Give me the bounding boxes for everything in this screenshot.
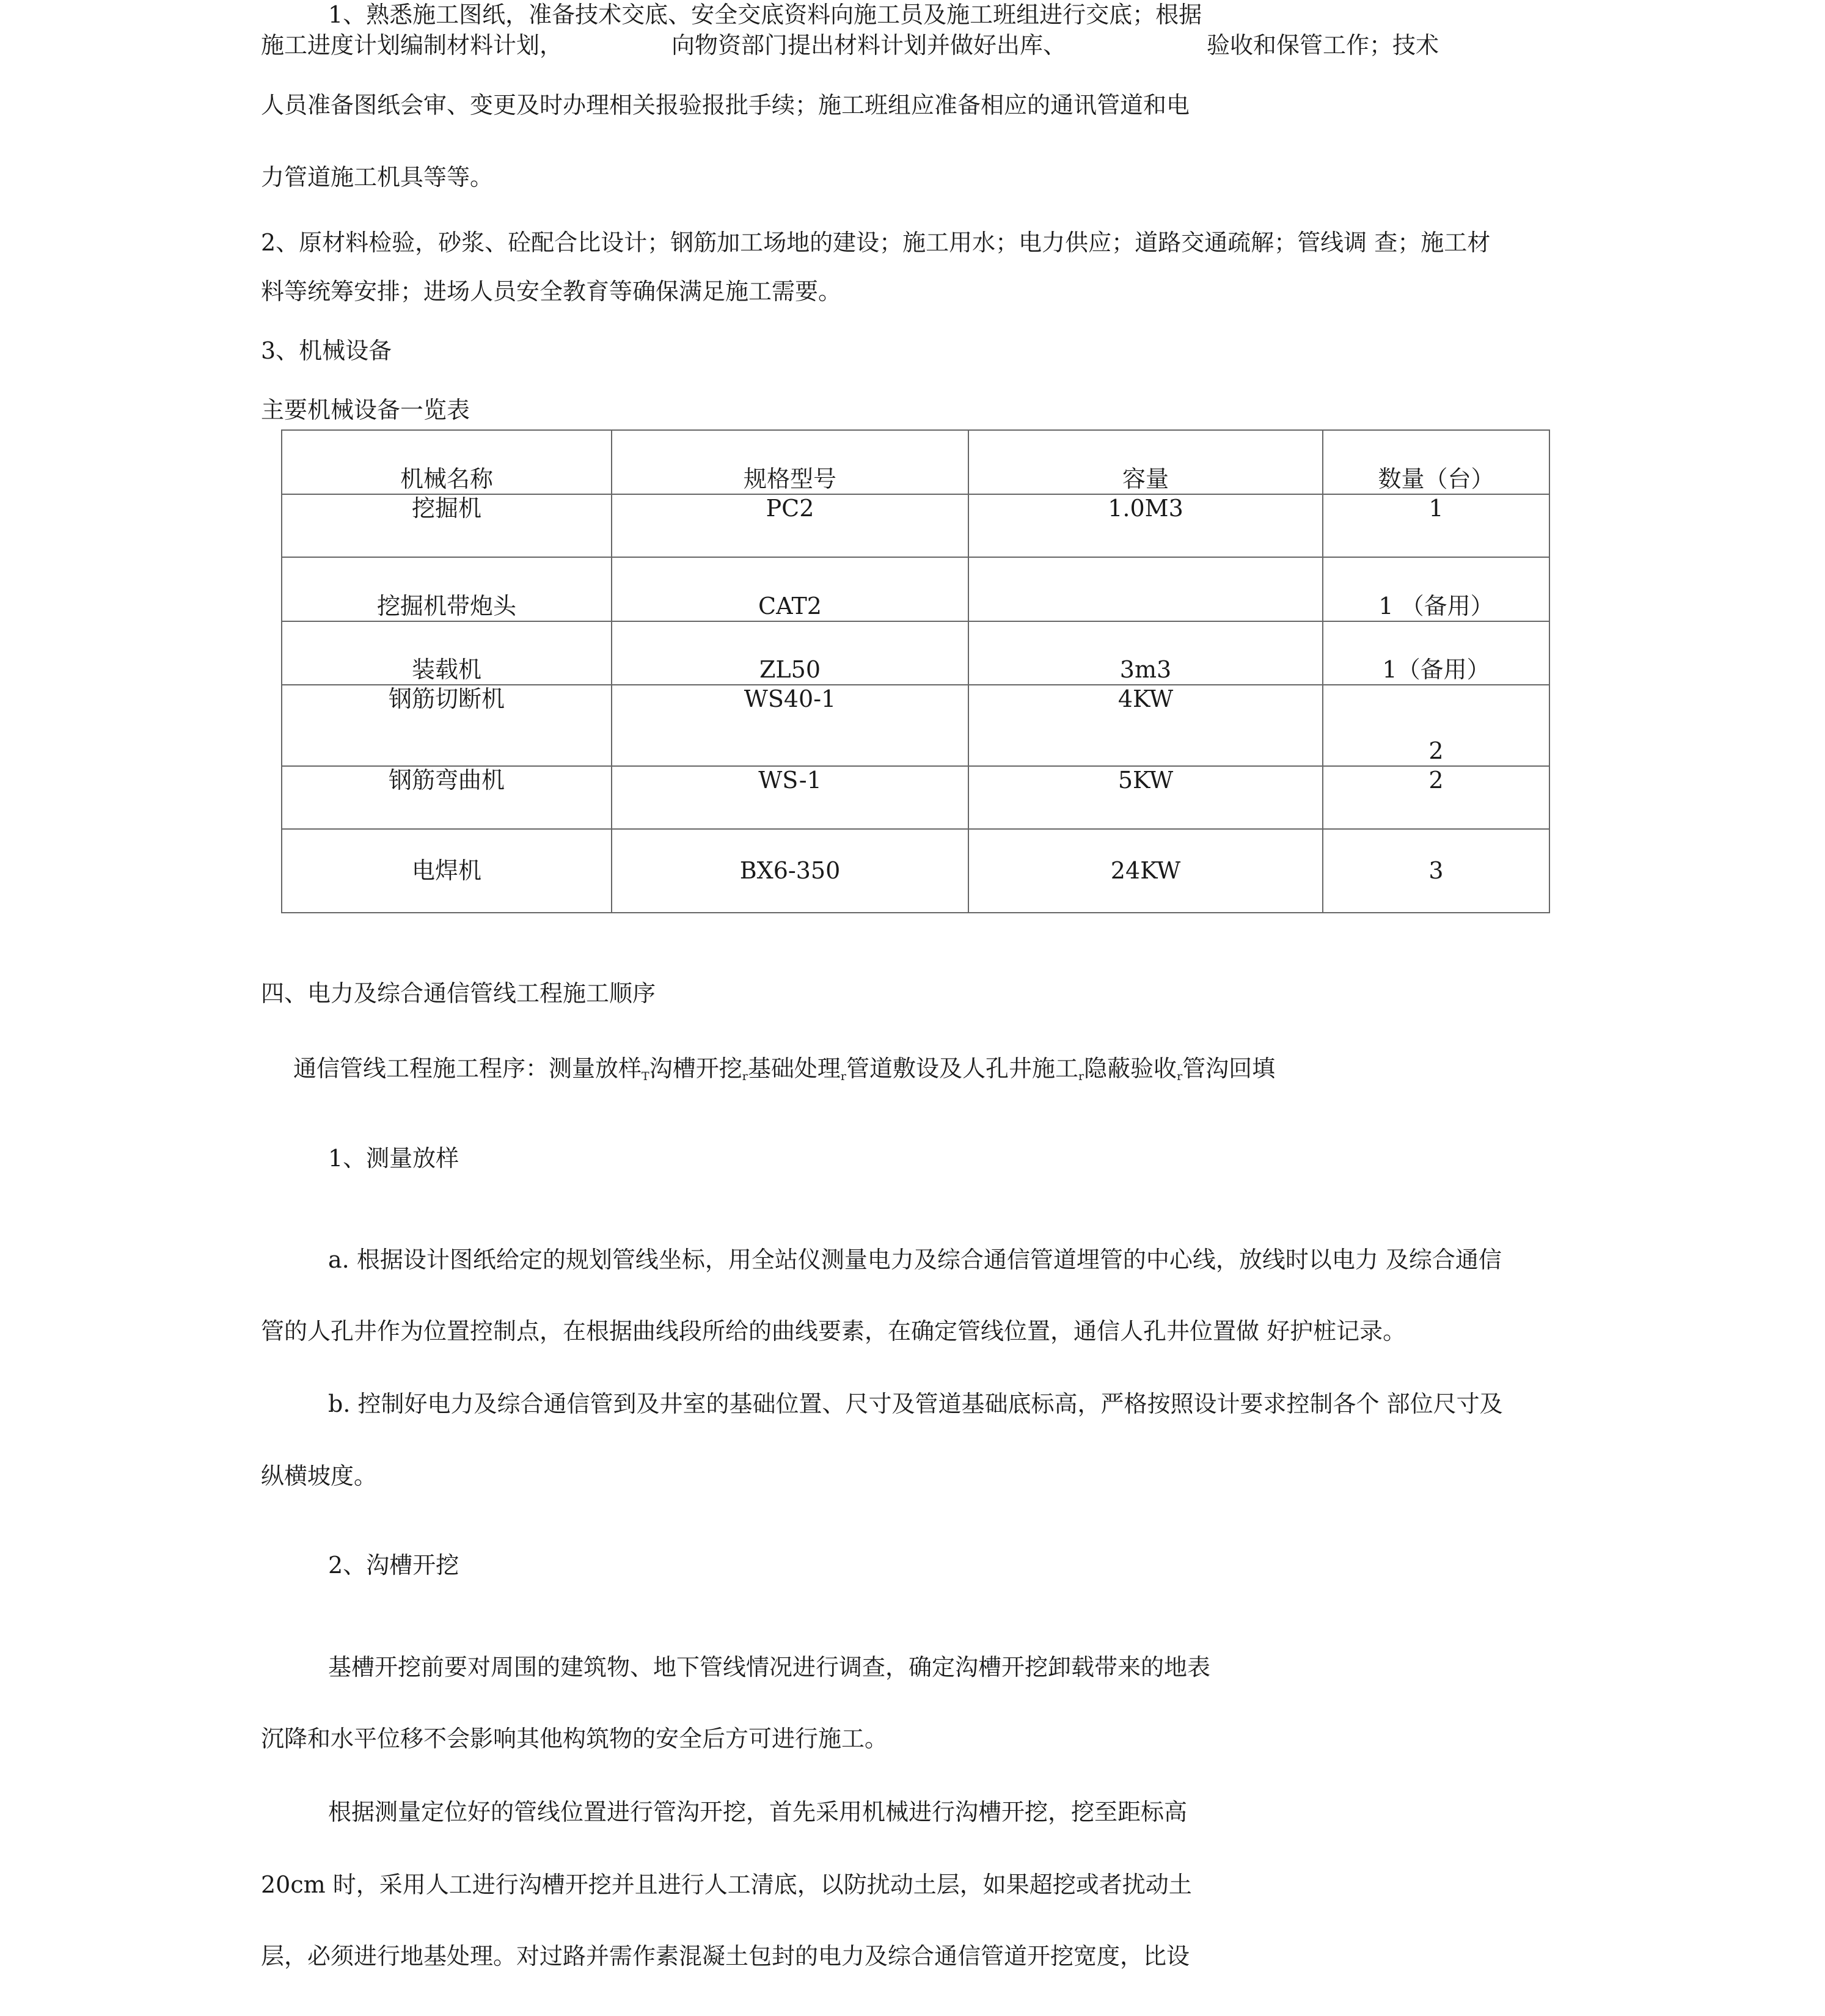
table-cell: ZL50 [612, 621, 968, 685]
table-cell: 挖掘机带炮头 [282, 557, 612, 621]
table-cell: 3m3 [968, 621, 1323, 685]
item2-line-1: 2、原材料检验，砂浆、砼配合比设计；钢筋加工场地的建设；施工用水；电力供应；道路交通疏解；管线调 查；施工材 [261, 229, 1491, 256]
intro-line-2 [261, 32, 1483, 61]
sub1-b-line-1: b. 控制好电力及综合通信管到及井室的基础位置、尺寸及管道基础底标高，严格按照设计要求控制各个 部位尺寸及 [328, 1390, 1503, 1417]
table-cell: 5KW [968, 766, 1323, 829]
table-cell: 挖掘机 [282, 494, 612, 557]
table-cell: 2 [1323, 685, 1549, 766]
table-cell: CAT2 [612, 557, 968, 621]
table-row [282, 685, 1549, 766]
table-cell: 装载机 [282, 621, 612, 685]
table-cell: 24KW [968, 829, 1323, 913]
table-cell: BX6-350 [612, 829, 968, 913]
table-cell: PC2 [612, 494, 968, 557]
procedure-separator: r [840, 1070, 846, 1083]
procedure-step: 隐蔽验收 [1084, 1055, 1177, 1082]
table-cell: 电焊机 [282, 829, 612, 913]
sub1-heading: 1、测量放样 [328, 1145, 459, 1172]
sub1-a-line-2: 管的人孔井作为位置控制点，在根据曲线段所给的曲线要素，在确定管线位置，通信人孔井位置做 好护桩记录。 [261, 1318, 1406, 1345]
procedure-step: 管沟回填 [1182, 1055, 1276, 1082]
table-cell: 钢筋弯曲机 [282, 766, 612, 829]
intro-line-2-part-3: 验收和保管工作；技术 [1207, 32, 1439, 59]
sub2-p2-line-1: 根据测量定位好的管线位置进行管沟开挖，首先采用机械进行沟槽开挖，挖至距标高 [328, 1799, 1188, 1825]
procedure-separator: r [1177, 1070, 1183, 1083]
sub2-p2-line-2: 20cm 时，采用人工进行沟槽开挖并且进行人工清底，以防扰动土层，如果超挖或者扰动土 [261, 1871, 1192, 1898]
procedure-step: 沟槽开挖 [649, 1055, 742, 1082]
procedure-label: 通信管线工程施工程序： [293, 1055, 549, 1082]
table-cell: 钢筋切断机 [282, 685, 612, 766]
intro-line-3: 人员准备图纸会审、变更及时办理相关报验报批手续；施工班组应准备相应的通讯管道和电 [261, 92, 1190, 119]
intro-line-1: 1、熟悉施工图纸，准备技术交底、安全交底资料向施工员及施工班组进行交底；根据 [328, 1, 1202, 28]
table-row [282, 494, 1549, 557]
procedure-step: 基础处理 [747, 1055, 841, 1082]
table-cell: 1 [1323, 494, 1549, 557]
item3-heading: 3、机械设备 [261, 337, 392, 364]
table-row [282, 829, 1549, 913]
table-cell: 1.0M3 [968, 494, 1323, 557]
table-cell: 1（备用） [1323, 621, 1549, 685]
sub2-p2-line-3: 层，必须进行地基处理。对过路并需作素混凝土包封的电力及综合通信管道开挖宽度，比设 [261, 1943, 1190, 1970]
table-header-row [282, 430, 1549, 494]
intro-line-2-part-2: 向物资部门提出材料计划并做好出库、 [671, 32, 1067, 59]
header-cell: 规格型号 [612, 430, 968, 494]
sub1-a-line-1: a. 根据设计图纸给定的规划管线坐标，用全站仪测量电力及综合通信管道埋管的中心线，放线时以电力 及综合通信 [328, 1246, 1502, 1273]
procedure-step: 测量放样 [549, 1055, 642, 1082]
sub2-p1-line-1: 基槽开挖前要对周围的建筑物、地下管线情况进行调查，确定沟槽开挖卸载带来的地表 [328, 1654, 1211, 1681]
intro-line-4: 力管道施工机具等等。 [261, 164, 494, 191]
sub2-p1-line-2: 沉降和水平位移不会影响其他构筑物的安全后方可进行施工。 [261, 1725, 888, 1752]
section4-heading: 四、电力及综合通信管线工程施工顺序 [261, 980, 656, 1007]
table-cell: WS40-1 [612, 685, 968, 766]
procedure-step: 管道敷设及人孔井施工 [846, 1055, 1078, 1082]
table-row [282, 621, 1549, 685]
table-cell: 3 [1323, 829, 1549, 913]
header-cell: 容量 [968, 430, 1323, 494]
header-cell: 机械名称 [282, 430, 612, 494]
sub1-b-line-2: 纵横坡度。 [261, 1463, 378, 1489]
intro-line-2-part-1: 施工进度计划编制材料计划， [261, 32, 563, 59]
table-caption: 主要机械设备一览表 [261, 396, 470, 423]
sub2-heading: 2、沟槽开挖 [328, 1552, 459, 1579]
procedure-separator: r [742, 1070, 748, 1083]
table-cell: 2 [1323, 766, 1549, 829]
procedure-separator: T [642, 1070, 649, 1083]
table-cell: WS-1 [612, 766, 968, 829]
construction-procedure [293, 1055, 1275, 1084]
table-cell: 4KW [968, 685, 1323, 766]
table-cell: 1 （备用） [1323, 557, 1549, 621]
item2-line-2: 料等统筹安排；进场人员安全教育等确保满足施工需要。 [261, 278, 842, 305]
equipment-table [281, 429, 1550, 913]
procedure-separator: r [1078, 1070, 1084, 1083]
header-cell: 数量（台） [1323, 430, 1549, 494]
table-row [282, 766, 1549, 829]
table-cell [968, 557, 1323, 621]
table-row [282, 557, 1549, 621]
